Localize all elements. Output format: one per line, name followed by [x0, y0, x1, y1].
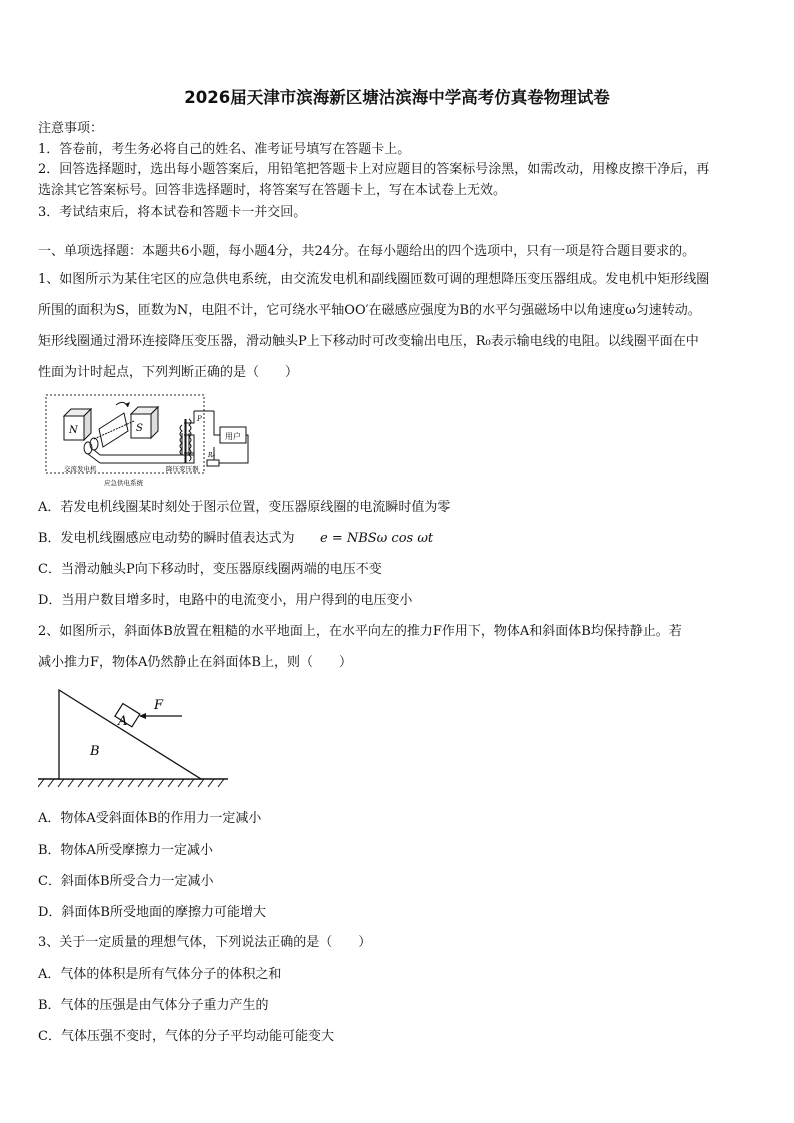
notice-heading: 注意事项： [38, 121, 104, 136]
notice-item-2: 2．回答选择题时，选出每小题答案后，用铅笔把答题卡上对应题目的答案标号涂黑，如需改动，用橡皮擦干净后，再 [38, 162, 710, 177]
svg-text:N: N [69, 425, 78, 436]
notice-item-1: 1．答卷前，考生务必将自己的姓名、准考证号填写在答题卡上。 [38, 142, 411, 157]
q2-stem-line-1: 2、如图所示，斜面体B放置在粗糙的水平地面上，在水平向左的推力F作用下，物体A和斜面体B均保持静止。若 [38, 624, 682, 639]
svg-text:R₀: R₀ [208, 452, 215, 459]
section-heading: 一、单项选择题：本题共6小题，每小题4分，共24分。在每小题给出的四个选项中，只有一项是符合题目要求的。 [38, 244, 696, 259]
q1-option-c: C．当滑动触头P向下移动时，变压器原线圈两端的电压不变 [38, 562, 382, 577]
svg-text:用户: 用户 [225, 432, 241, 441]
q1-stem-line-4: 性面为计时起点，下列判断正确的是（ ） [38, 365, 299, 380]
transformer [180, 415, 202, 463]
q3-stem: 3、关于一定质量的理想气体，下列说法正确的是（ ） [38, 935, 372, 950]
q2-option-c: C．斜面体B所受合力一定减小 [38, 874, 214, 889]
ground-surface [38, 779, 228, 787]
q3-option-a: A．气体的体积是所有气体分子的体积之和 [38, 967, 282, 982]
q1-circuit-figure [44, 393, 250, 489]
q1-stem-line-3: 矩形线圈通过滑环连接降压变压器，滑动触头P上下移动时可改变输出电压，R₀表示输电线的电阻。以线圈平面在中 [38, 334, 699, 349]
svg-text:P: P [197, 415, 202, 423]
q1-option-d: D．当用户数目增多时，电路中的电流变小，用户得到的电压变小 [38, 593, 413, 608]
q3-option-c: C．气体压强不变时，气体的分子平均动能可能变大 [38, 1029, 334, 1044]
generator-label: 交流发电机 [64, 465, 97, 473]
south-magnet [131, 407, 158, 438]
slip-rings [84, 438, 100, 463]
transformer-label: 降压变压器 [166, 465, 199, 473]
q2-incline-figure [38, 686, 234, 790]
q2-option-d: D．斜面体B所受地面的摩擦力可能增大 [38, 905, 266, 920]
line-resistor [207, 452, 219, 466]
label-b: B [90, 744, 100, 759]
user-load [214, 425, 248, 463]
svg-text:S: S [136, 423, 143, 434]
notice-item-2-cont: 选涂其它答案标号。回答非选择题时，将答案写在答题卡上，写在本试卷上无效。 [38, 183, 507, 198]
q1-stem-line-1: 1、如图所示为某住宅区的应急供电系统，由交流发电机和副线圈匝数可调的理想降压变压器组成。发电机中矩形线圈 [38, 272, 710, 287]
q3-option-b: B．气体的压强是由气体分子重力产生的 [38, 998, 269, 1013]
q1-stem-line-2: 所围的面积为S，匝数为N，电阻不计，它可绕水平轴OO′在磁感应强度为B的水平匀强磁场中以角速度ω匀速转动。 [38, 303, 701, 318]
label-f: F [154, 698, 164, 713]
q2-option-b: B．物体A所受摩擦力一定减小 [38, 843, 213, 858]
q1-option-b: B．发电机线圈感应电动势的瞬时值表达式为 [38, 531, 295, 546]
north-magnet [64, 409, 91, 440]
q2-option-a: A．物体A受斜面体B的作用力一定减小 [38, 811, 262, 826]
q1-option-b-formula: e = NBSω cos ωt [320, 531, 434, 546]
rotating-coil [94, 402, 134, 447]
page-title: 2026届天津市滨海新区塘沽滨海中学高考仿真卷物理试卷 [184, 88, 610, 107]
q2-stem-line-2: 减小推力F，物体A仍然静止在斜面体B上，则（ ） [38, 655, 352, 670]
incline-b [59, 690, 201, 779]
q1-option-a: A．若发电机线圈某时刻处于图示位置，变压器原线圈的电流瞬时值为零 [38, 500, 451, 515]
figure-caption: 应急供电系统 [104, 479, 143, 487]
notice-item-3: 3．考试结束后，将本试卷和答题卡一并交回。 [38, 205, 307, 220]
label-a: A [118, 714, 128, 729]
